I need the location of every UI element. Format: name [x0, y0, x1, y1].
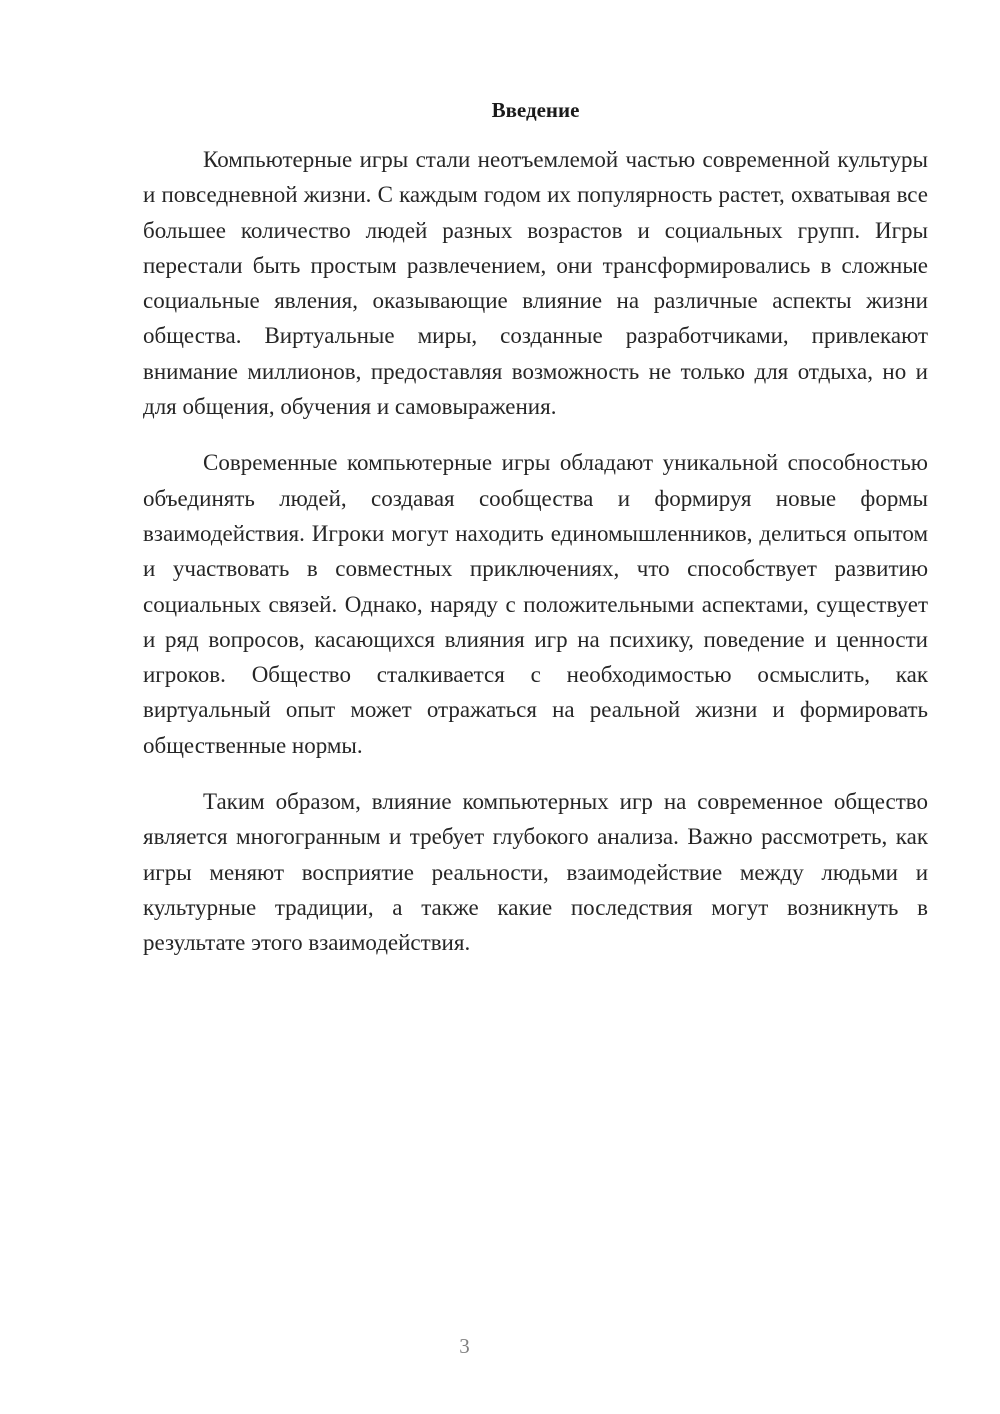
paragraph-1: Компьютерные игры стали неотъемлемой частью современной культуры и повседневной жизни. С каждым годом их популярность растет, охватывая все большее количество людей разных возрастов и социальных групп. Игры перестали быть простым развлечением, они трансформировались в сложные социальные явления, оказывающие влияние на различные аспекты жизни общества. Виртуальные миры, созданные разработчиками, привлекают внимание миллионов, предоставляя возможность не только для отдыха, но и для общения, обучения и самовыражения. — [143, 147, 928, 420]
page-title: Введение — [491, 98, 580, 122]
paragraph-2: Современные компьютерные игры обладают уникальной способностью объединять людей, создавая сообщества и формируя новые формы взаимодействия. Игроки могут находить единомышленников, делиться опытом и участвовать в совместных приключениях, что способствует развитию социальных связей. Однако, наряду с положительными аспектами, существует и ряд вопросов, касающихся влияния игр на психику, поведение и ценности игроков. Общество сталкивается с необходимостью осмыслить, как виртуальный опыт может отражаться на реальной жизни и формировать общественные нормы. — [143, 450, 928, 758]
page-number: 3 — [459, 1334, 470, 1358]
paragraph-3: Таким образом, влияние компьютерных игр на современное общество является многогранным и требует глубокого анализа. Важно рассмотреть, как игры меняют восприятие реальности, взаимодействие между людьми и культурные традиции, а также какие последствия могут возникнуть в результате этого взаимодействия. — [143, 789, 928, 956]
body-text — [143, 142, 928, 982]
